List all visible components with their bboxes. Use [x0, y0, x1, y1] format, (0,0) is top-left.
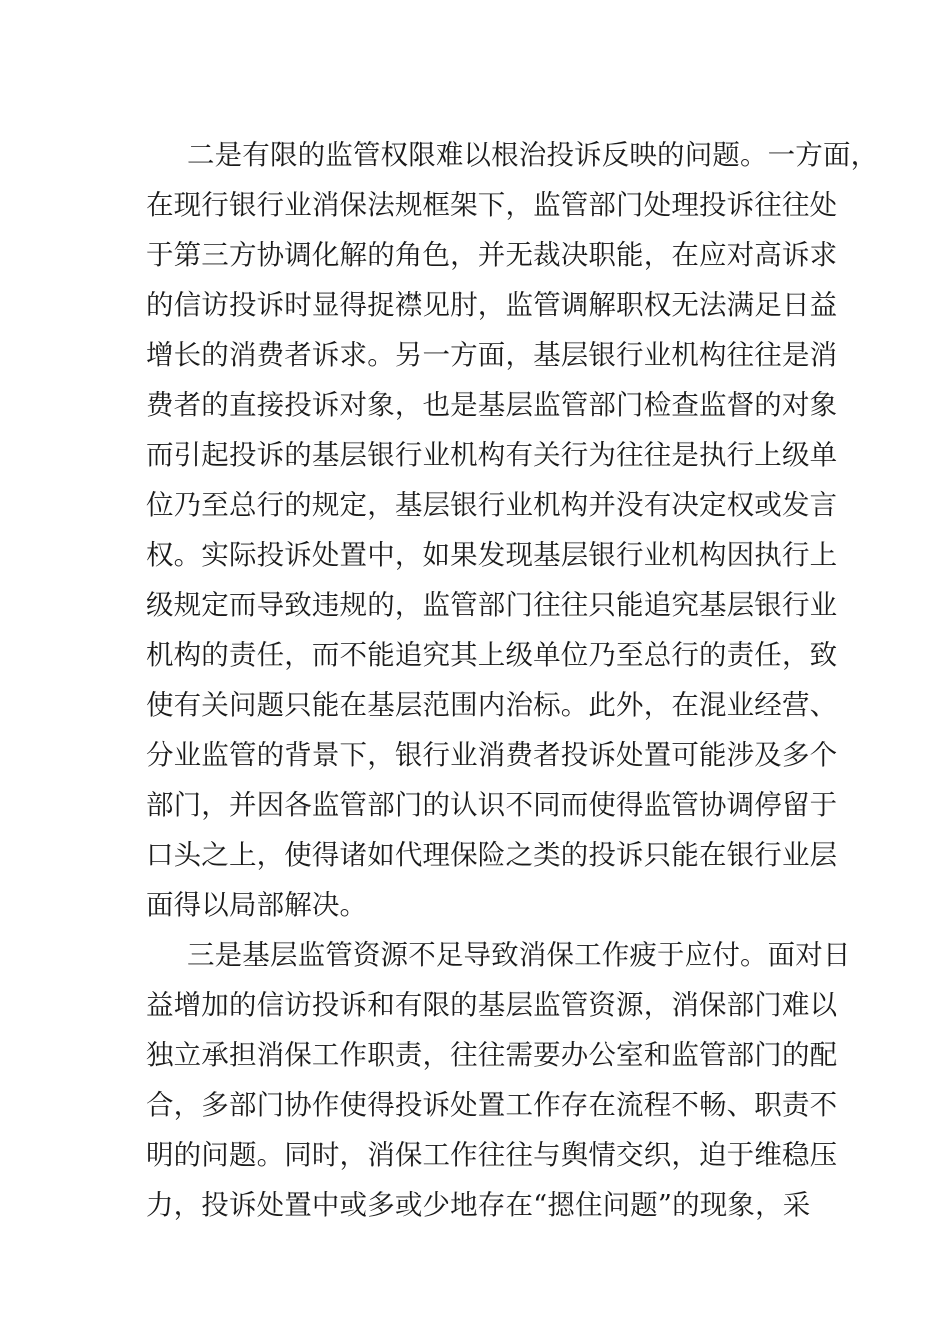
text-line: 增长的消费者诉求。另一方面，基层银行业机构往往是消 — [146, 339, 838, 371]
text-line: 的信访投诉时显得捉襟见肘，监管调解职权无法满足日益 — [146, 289, 838, 321]
text-line: 位乃至总行的规定，基层银行业机构并没有决定权或发言 — [146, 489, 838, 521]
text-line: 使有关问题只能在基层范围内治标。此外，在混业经营、 — [146, 689, 838, 721]
text-line: 三是基层监管资源不足导致消保工作疲于应付。面对日 — [187, 939, 851, 971]
text-line: 机构的责任，而不能追究其上级单位乃至总行的责任，致 — [146, 639, 838, 671]
text-line: 合，多部门协作使得投诉处置工作存在流程不畅、职责不 — [146, 1089, 838, 1121]
paragraph-supervisory-authority — [146, 130, 879, 930]
text-line: 力，投诉处置中或多或少地存在“摁住问题”的现象，采 — [146, 1189, 811, 1221]
text-line: 分业监管的背景下，银行业消费者投诉处置可能涉及多个 — [146, 739, 838, 771]
text-line: 口头之上，使得诸如代理保险之类的投诉只能在银行业层 — [146, 839, 838, 871]
text-line: 益增加的信访投诉和有限的基层监管资源，消保部门难以 — [146, 989, 838, 1021]
text-line: 独立承担消保工作职责，往往需要办公室和监管部门的配 — [146, 1039, 838, 1071]
text-line: 部门，并因各监管部门的认识不同而使得监管协调停留于 — [146, 789, 838, 821]
document-body — [146, 130, 879, 1230]
text-line: 明的问题。同时，消保工作往往与舆情交织，迫于维稳压 — [146, 1139, 838, 1171]
text-line: 二是有限的监管权限难以根治投诉反映的问题。一方面， — [187, 139, 879, 171]
text-line: 费者的直接投诉对象，也是基层监管部门检查监督的对象 — [146, 389, 838, 421]
text-line: 级规定而导致违规的，监管部门往往只能追究基层银行业 — [146, 589, 838, 621]
text-line: 而引起投诉的基层银行业机构有关行为往往是执行上级单 — [146, 439, 838, 471]
paragraph-resources — [146, 930, 851, 1230]
text-line: 权。实际投诉处置中，如果发现基层银行业机构因执行上 — [146, 539, 838, 571]
text-line: 面得以局部解决。 — [146, 889, 368, 921]
text-line: 于第三方协调化解的角色，并无裁决职能，在应对高诉求 — [146, 239, 838, 271]
text-line: 在现行银行业消保法规框架下，监管部门处理投诉往往处 — [146, 189, 838, 221]
